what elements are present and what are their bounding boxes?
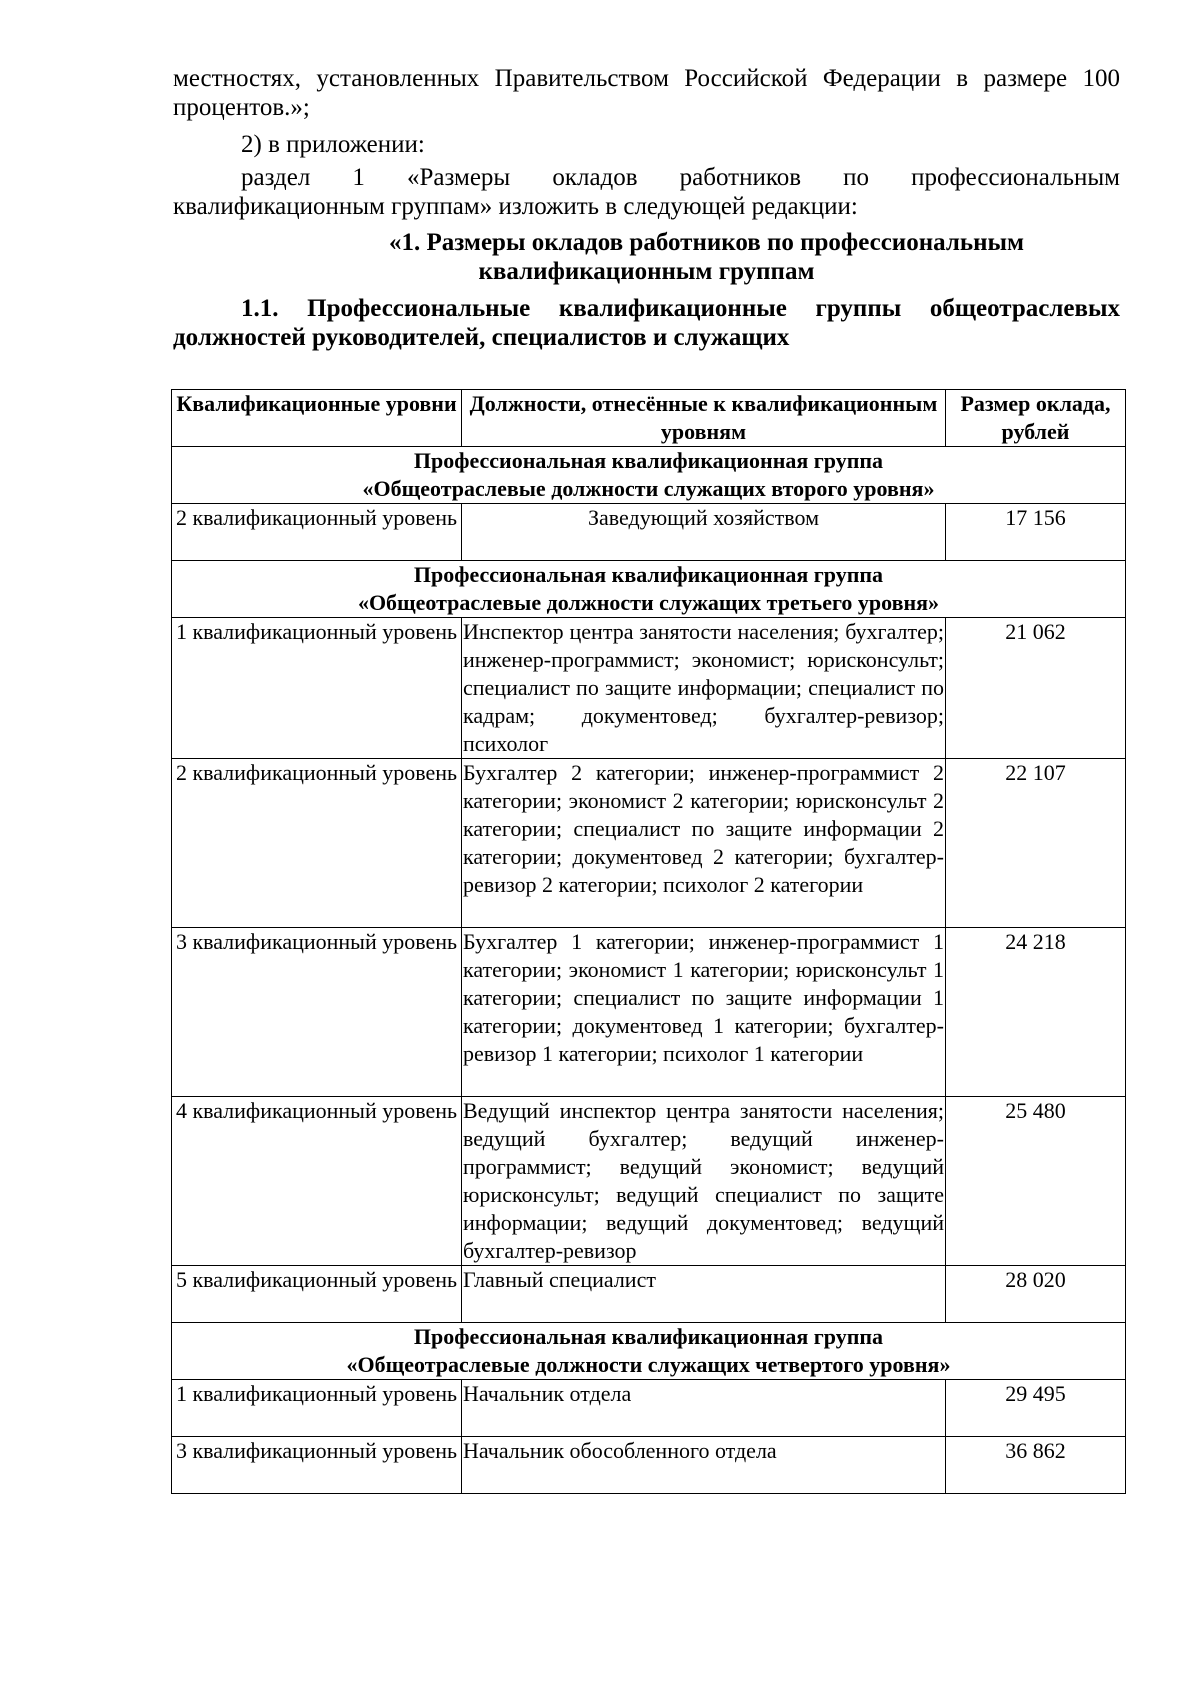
salary-cell: 28 020	[946, 1266, 1126, 1323]
group-title-line1: Профессиональная квалификационная группа	[413, 562, 884, 587]
positions-cell: Инспектор центра занятости населения; бухгалтер; инженер-программист; экономист; юрисконсульт; специалист по защите информации; специалист по кадрам; документовед; бухгалтер-ревизор; психолог	[462, 618, 946, 759]
header-positions: Должности, отнесённые к квалификационным уровням	[462, 390, 946, 447]
table-row	[172, 928, 1126, 1097]
table-row	[172, 1380, 1126, 1437]
section-instruction: раздел 1 «Размеры окладов работников по профессиональным квалификационным группам» изложить в следующей редакции:	[173, 164, 1120, 220]
level-cell: 3 квалификационный уровень	[172, 1437, 462, 1494]
level-cell: 5 квалификационный уровень	[172, 1266, 462, 1323]
level-cell: 3 квалификационный уровень	[172, 928, 462, 1097]
group-title-line1: Профессиональная квалификационная группа	[413, 1324, 884, 1349]
item-2: 2) в приложении:	[241, 131, 425, 158]
salary-table	[171, 389, 1126, 1494]
table-header-row	[172, 390, 1126, 447]
table-row	[172, 1266, 1126, 1323]
salary-cell: 29 495	[946, 1380, 1126, 1437]
group-header-row	[172, 561, 1126, 618]
table-row	[172, 759, 1126, 928]
group-title	[172, 1323, 1126, 1380]
positions-cell: Ведущий инспектор центра занятости населения; ведущий бухгалтер; ведущий инженер-программист; ведущий экономист; ведущий юрисконсульт; ведущий специалист по защите информации; ведущий документовед; ведущий бухгалтер-ревизор	[462, 1097, 946, 1266]
table-row	[172, 1437, 1126, 1494]
continuation-text	[173, 64, 1120, 122]
heading-1-line1: «1. Размеры окладов работников по профессиональным	[388, 229, 1025, 256]
group-title-line2: «Общеотраслевые должности служащих четвертого уровня»	[346, 1352, 951, 1377]
positions-cell: Главный специалист	[462, 1266, 946, 1323]
positions-cell: Начальник обособленного отдела	[462, 1437, 946, 1494]
heading-1-line2: квалификационным группам	[478, 258, 815, 285]
salary-cell: 17 156	[946, 504, 1126, 561]
group-header-row	[172, 447, 1126, 504]
heading-1	[173, 228, 1120, 286]
table-row	[172, 504, 1126, 561]
positions-cell: Заведующий хозяйством	[462, 504, 946, 561]
salary-cell: 25 480	[946, 1097, 1126, 1266]
positions-cell: Начальник отдела	[462, 1380, 946, 1437]
group-title-line1: Профессиональная квалификационная группа	[413, 448, 884, 473]
salary-cell: 22 107	[946, 759, 1126, 928]
group-title-line2: «Общеотраслевые должности служащих третьего уровня»	[357, 590, 940, 615]
positions-cell: Бухгалтер 1 категории; инженер-программист 1 категории; экономист 1 категории; юрисконсульт 1 категории; специалист по защите информации 1 категории; документовед 1 категории; бухгалтер-ревизор 1 категории; психолог 1 категории	[462, 928, 946, 1097]
group-title-line2: «Общеотраслевые должности служащих второго уровня»	[362, 476, 935, 501]
level-cell: 2 квалификационный уровень	[172, 504, 462, 561]
paragraph-continuation	[173, 64, 1120, 122]
header-level: Квалификационные уровни	[172, 390, 462, 447]
level-cell: 4 квалификационный уровень	[172, 1097, 462, 1266]
group-title	[172, 447, 1126, 504]
header-salary: Размер оклада, рублей	[946, 390, 1126, 447]
group-header-row	[172, 1323, 1126, 1380]
group-title	[172, 561, 1126, 618]
continuation-text-content: местностях, установленных Правительством Российской Федерации в размере 100 процентов.»;	[173, 65, 1120, 121]
level-cell: 1 квалификационный уровень	[172, 618, 462, 759]
salary-cell: 21 062	[946, 618, 1126, 759]
salary-cell: 24 218	[946, 928, 1126, 1097]
heading-1-1: 1.1. Профессиональные квалификационные группы общеотраслевых должностей руководителей, специалистов и служащих	[173, 295, 1120, 351]
positions-cell: Бухгалтер 2 категории; инженер-программист 2 категории; экономист 2 категории; юрисконсульт 2 категории; специалист по защите информации 2 категории; документовед 2 категории; бухгалтер-ревизор 2 категории; психолог 2 категории	[462, 759, 946, 928]
table-row	[172, 1097, 1126, 1266]
level-cell: 2 квалификационный уровень	[172, 759, 462, 928]
salary-cell: 36 862	[946, 1437, 1126, 1494]
table-row	[172, 618, 1126, 759]
level-cell: 1 квалификационный уровень	[172, 1380, 462, 1437]
